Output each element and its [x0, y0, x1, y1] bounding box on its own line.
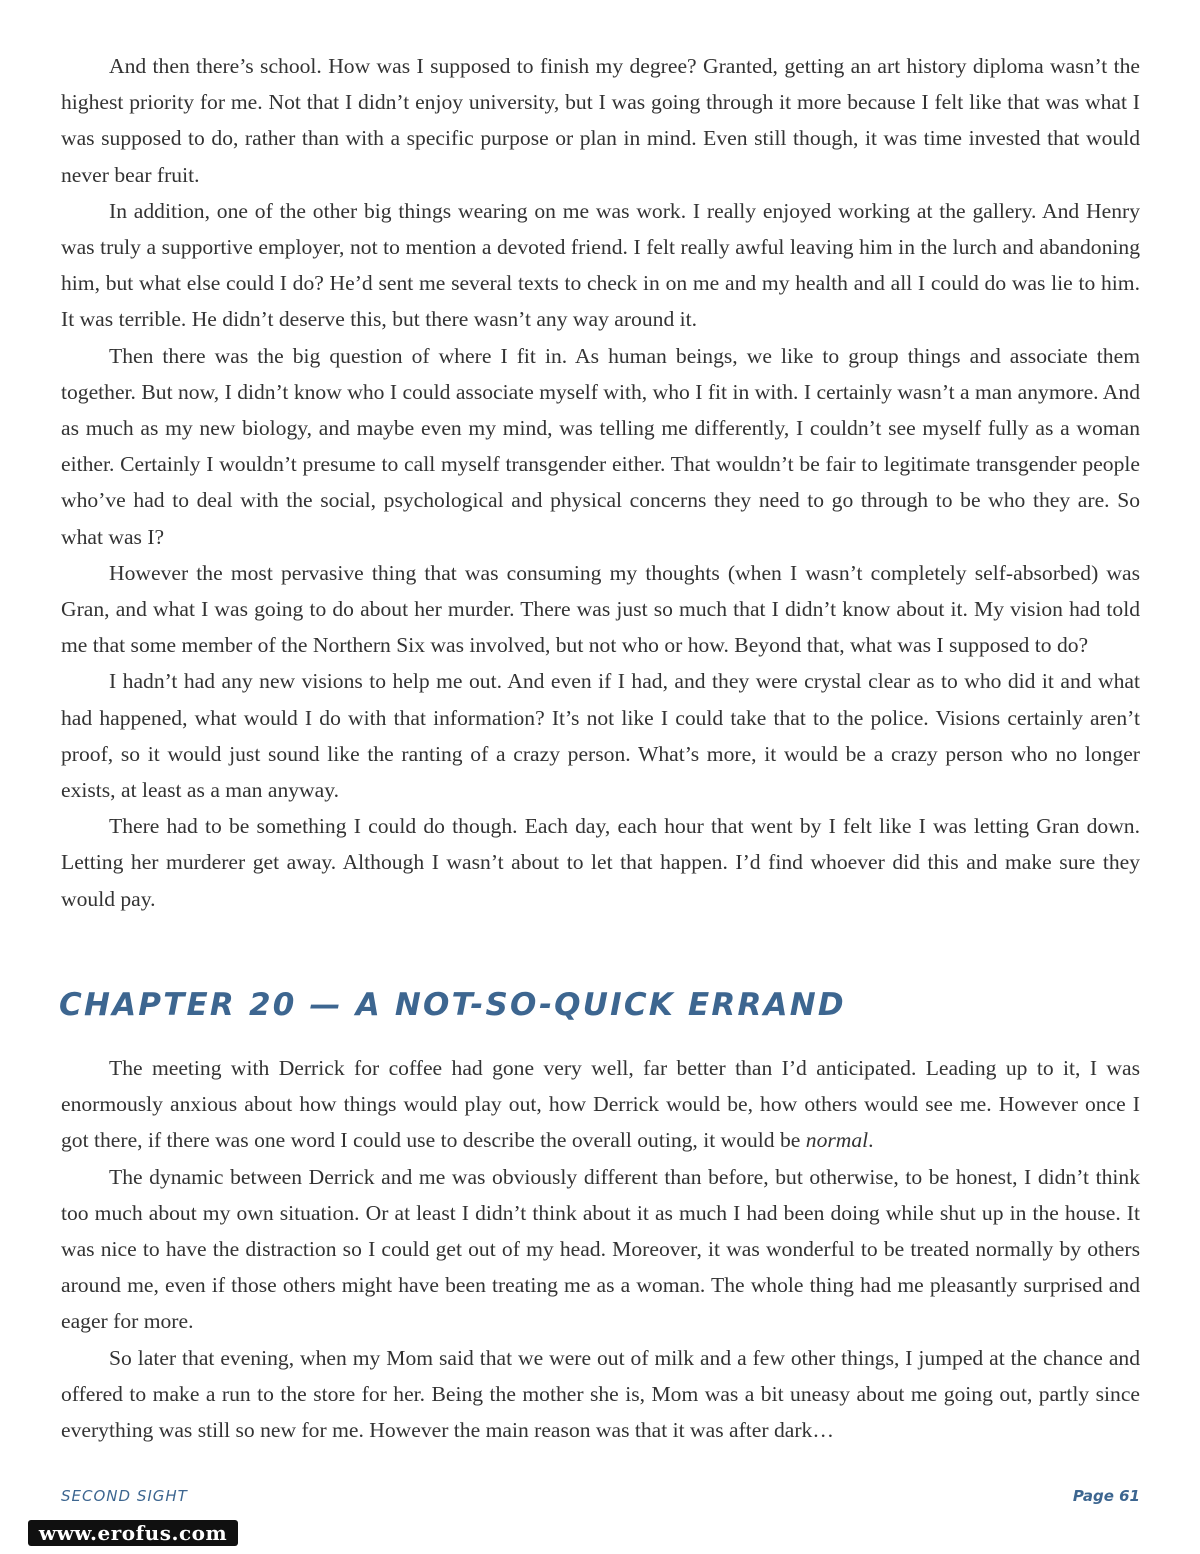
- footer-book-title: SECOND SIGHT: [61, 1487, 188, 1505]
- body-text: [61, 48, 1140, 917]
- paragraph-errand: So later that evening, when my Mom said that we were out of milk and a few other things, I jumped at the chance and offered to make a run to the store for her. Being the mother she is, Mom was a bit uneasy about me going out, partly since everything was still so new for me. However the main reason was that it was after dark…: [61, 1345, 1140, 1443]
- paragraph-school: And then there’s school. How was I supposed to finish my degree? Granted, getting an art history diploma wasn’t the highest priority for me. Not that I didn’t enjoy university, but I was going through it more because I felt like that was what I was supposed to do, rather than with a specific purpose or plan in mind. Even still though, it was time invested that would never bear fruit.: [61, 54, 1140, 187]
- paragraph-resolve: There had to be something I could do though. Each day, each hour that went by I felt like I was letting Gran down. Letting her murderer get away. Although I wasn’t about to let that happen. I’d find whoever did this and make sure they would pay.: [61, 814, 1140, 911]
- paragraph-identity: Then there was the big question of where I fit in. As human beings, we like to group things and associate them together. But now, I didn’t know who I could associate myself with, who I fit in with. I certainly wasn’t a man anymore. And as much as my new biology, and maybe even my mind, was telling me differently, I couldn’t see myself fully as a woman either. Certainly I wouldn’t presume to call myself transgender either. That wouldn’t be fair to legitimate transgender people who’ve had to deal with the social, psychological and physical concerns they need to go through to be who they are. So what was I?: [61, 343, 1140, 549]
- chapter-body: [61, 1050, 1140, 1448]
- watermark-banner: www.erofus.com: [28, 1520, 238, 1546]
- paragraph-work: In addition, one of the other big things wearing on me was work. I really enjoyed working at the gallery. And Henry was truly a supportive employer, not to mention a devoted friend. I felt really awful leaving him in the lurch and abandoning him, but what else could I do? He’d sent me several texts to check in on me and my health and all I could do was lie to him. It was terrible. He didn’t deserve this, but there wasn’t any way around it.: [61, 198, 1140, 332]
- paragraph-coffee-end: .: [868, 1128, 874, 1153]
- paragraph-coffee-meeting: [61, 1050, 1140, 1159]
- paragraph-gran: However the most pervasive thing that was consuming my thoughts (when I wasn’t completely self-absorbed) was Gran, and what I was going to do about her murder. There was just so much that I didn’t know about it. My vision had told me that some member of the Northern Six was involved, but not who or how. Beyond that, what was I supposed to do?: [61, 560, 1140, 658]
- paragraph-visions: I hadn’t had any new visions to help me out. And even if I had, and they were crystal clear as to who did it and what had happened, what would I do with that information? It’s not like I could take that to the police. Visions certainly aren’t proof, so it would just sound like the ranting of a crazy person. What’s more, it would be a crazy person who no longer exists, at least as a man anyway.: [61, 669, 1140, 803]
- footer-page-number: Page 61: [1072, 1487, 1140, 1505]
- paragraph-dynamic: The dynamic between Derrick and me was obviously different than before, but otherwise, to be honest, I didn’t think too much about my own situation. Or at least I didn’t think about it as much I had been doing while shut up in the house. It was nice to have the distraction so I could get out of my head. Moreover, it was wonderful to be treated normally by others around me, even if those others might have been treating me as a woman. The whole thing had me pleasantly surprised and eager for more.: [61, 1164, 1140, 1334]
- paragraph-coffee-text: The meeting with Derrick for coffee had gone very well, far better than I’d anticipated. Leading up to it, I was enormously anxious about how things would play out, how Derrick would be, how others would see me. However once I got there, if there was one word I could use to describe the overall outing, it would be: [61, 1056, 1140, 1153]
- chapter-heading: CHAPTER 20 — A NOT-SO-QUICK ERRAND: [59, 987, 846, 1023]
- emphasis-normal: normal: [805, 1128, 869, 1153]
